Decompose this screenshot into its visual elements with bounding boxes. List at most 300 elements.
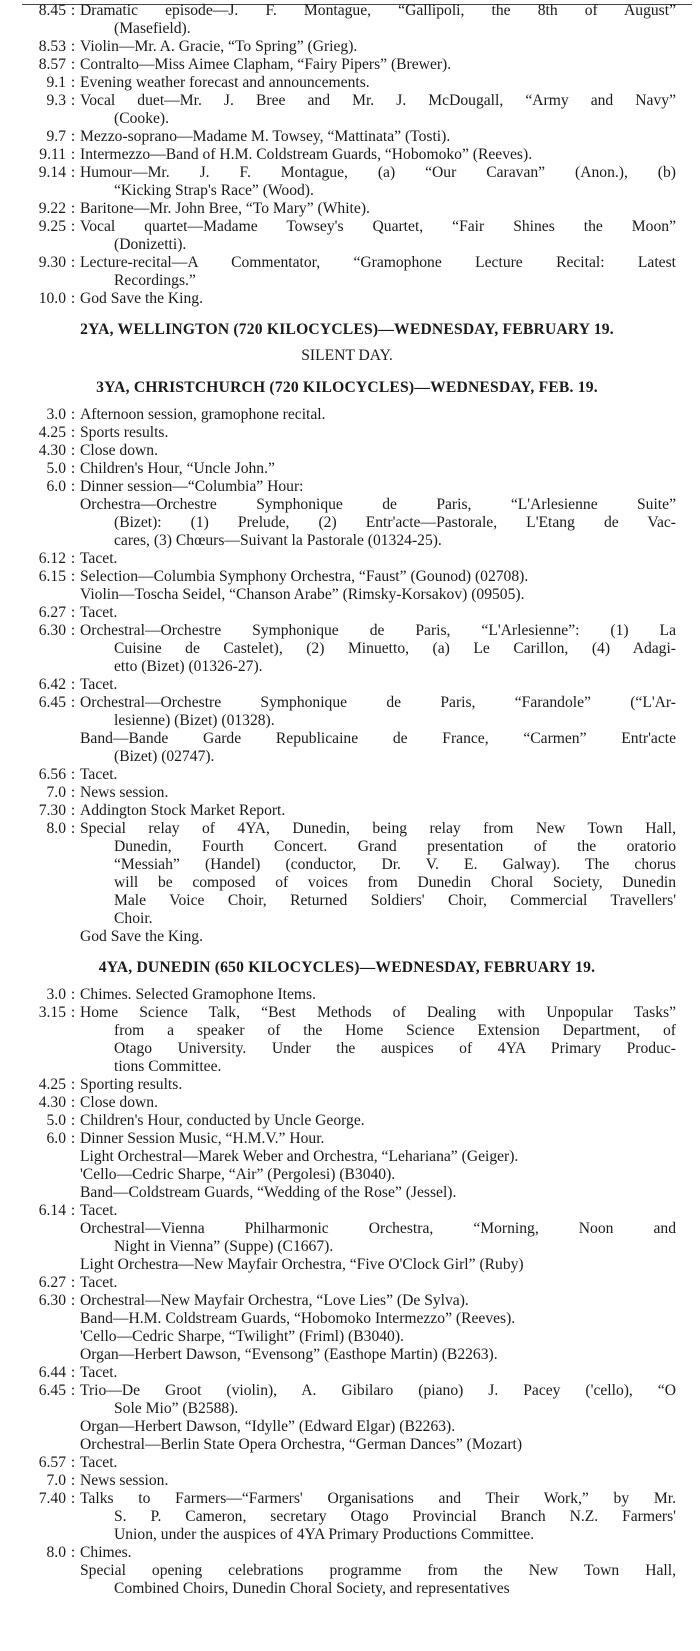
time-separator: : bbox=[70, 1112, 76, 1129]
programme-entry bbox=[18, 694, 676, 730]
entry-time: 6.45 bbox=[38, 694, 66, 711]
programme-entry bbox=[18, 1472, 676, 1490]
programme-entry bbox=[18, 2, 676, 38]
sub-entry-text-line: Light Orchestra—New Mayfair Orchestra, “Five O'Clock Girl” (Ruby) bbox=[80, 1256, 524, 1273]
entry-text-line: Tacet. bbox=[80, 550, 118, 567]
programme-entry bbox=[18, 56, 676, 74]
entry-time: 4.25 bbox=[38, 424, 66, 441]
entry-body bbox=[80, 164, 676, 200]
separator-blank bbox=[66, 1256, 80, 1274]
entry-time: 3.0 bbox=[46, 406, 66, 423]
entry-body bbox=[80, 1490, 676, 1544]
entry-body bbox=[80, 1292, 676, 1310]
entry-text-line: from a speaker of the Home Science Extension Department, of bbox=[114, 1022, 676, 1039]
entry-text-line: God Save the King. bbox=[80, 290, 203, 307]
programme-entry bbox=[18, 1382, 676, 1418]
entry-time-blank bbox=[18, 1436, 66, 1454]
entry-body bbox=[80, 460, 676, 478]
time-separator: : bbox=[70, 784, 76, 801]
separator-blank bbox=[66, 1436, 80, 1454]
programme-sub-entry bbox=[18, 1166, 676, 1184]
sub-entry-text-line: Combined Choirs, Dunedin Choral Society, and representatives bbox=[114, 1580, 510, 1597]
entry-text-line: Children's Hour, conducted by Uncle George. bbox=[80, 1112, 365, 1129]
entry-body bbox=[80, 38, 676, 56]
entry-body bbox=[80, 200, 676, 218]
entry-time: 6.57 bbox=[38, 1454, 66, 1471]
entry-text-line: “Kicking Strap's Race” (Wood). bbox=[114, 182, 314, 199]
programme-entry bbox=[18, 478, 676, 496]
entry-time: 8.0 bbox=[46, 820, 66, 837]
entry-body bbox=[80, 406, 676, 424]
entry-time: 9.11 bbox=[39, 146, 66, 163]
entry-text-line: Lecture-recital—A Commentator, “Gramophone Lecture Recital: Latest bbox=[80, 254, 676, 271]
programme-sub-entry bbox=[18, 1148, 676, 1166]
separator-blank bbox=[66, 928, 80, 946]
entry-body bbox=[80, 1202, 676, 1220]
time-separator: : bbox=[70, 986, 76, 1003]
entry-body bbox=[80, 424, 676, 442]
time-separator: : bbox=[70, 1292, 76, 1309]
programme-sub-entry bbox=[18, 1328, 676, 1346]
programme-sub-entry bbox=[18, 1310, 676, 1328]
entry-text-line: Chimes. Selected Gramophone Items. bbox=[80, 986, 317, 1003]
entry-time-blank bbox=[18, 1166, 66, 1184]
entry-body bbox=[80, 254, 676, 290]
programme-entry bbox=[18, 1004, 676, 1076]
separator-blank bbox=[66, 1310, 80, 1328]
entry-text-line: Choir. bbox=[114, 910, 153, 927]
entry-text-line: Violin—Mr. A. Gracie, “To Spring” (Grieg). bbox=[80, 38, 358, 55]
entry-text-line: Mezzo-soprano—Madame M. Towsey, “Mattinata” (Tosti). bbox=[80, 128, 451, 145]
sub-entry-body bbox=[80, 586, 676, 604]
station-heading-2ya: 2YA, WELLINGTON (720 KILOCYCLES)—WEDNESDAY, FEBRUARY 19. bbox=[80, 321, 614, 338]
entry-text-line: Orchestral—New Mayfair Orchestra, “Love Lies” (De Sylva). bbox=[80, 1292, 469, 1309]
entry-time: 6.30 bbox=[38, 622, 66, 639]
entry-text-line: Tacet. bbox=[80, 604, 118, 621]
sub-entry-body bbox=[80, 1184, 676, 1202]
section-3ya-christchurch bbox=[18, 378, 676, 946]
entry-text-line: lesienne) (Bizet) (01328). bbox=[114, 712, 275, 729]
programme-entry bbox=[18, 676, 676, 694]
entry-text-line: Dramatic episode—J. F. Montague, “Gallipoli, the 8th of August” bbox=[80, 2, 676, 19]
entry-text-line: Dinner session—“Columbia” Hour: bbox=[80, 478, 304, 495]
entry-text-line: “Messiah” (Handel) (conductor, Dr. V. E. Galway). The chorus bbox=[114, 856, 676, 873]
time-separator: : bbox=[70, 460, 76, 477]
entry-body bbox=[80, 92, 676, 128]
entry-text-line: Sports results. bbox=[80, 424, 169, 441]
entry-time: 6.15 bbox=[38, 568, 66, 585]
entry-text-line: Trio—De Groot (violin), A. Gibilaro (piano) J. Pacey ('cello), “O bbox=[80, 1382, 676, 1399]
entry-time: 5.0 bbox=[46, 460, 66, 477]
entry-text-line: Afternoon session, gramophone recital. bbox=[80, 406, 326, 423]
sub-entry-body bbox=[80, 1328, 676, 1346]
time-separator: : bbox=[70, 1004, 76, 1021]
entry-time: 8.45 bbox=[38, 2, 66, 19]
entry-body bbox=[80, 604, 676, 622]
programme-entry bbox=[18, 820, 676, 928]
separator-blank bbox=[66, 730, 80, 766]
sub-entry-body bbox=[80, 1256, 676, 1274]
section-2ya-wellington bbox=[18, 320, 676, 366]
entry-text-line: Vocal duet—Mr. J. Bree and Mr. J. McDougall, “Army and Navy” bbox=[80, 92, 676, 109]
entry-time: 6.27 bbox=[38, 604, 66, 621]
entry-text-line: S. P. Cameron, secretary Otago Provincial Branch N.Z. Farmers' bbox=[114, 1508, 676, 1525]
programme-sub-entry bbox=[18, 1436, 676, 1454]
entry-time-blank bbox=[18, 1418, 66, 1436]
entry-time: 7.0 bbox=[46, 784, 66, 801]
entry-time: 9.1 bbox=[46, 74, 66, 91]
entry-time-blank bbox=[18, 1184, 66, 1202]
entry-text-line: (Masefield). bbox=[114, 20, 191, 37]
entry-time: 4.25 bbox=[38, 1076, 66, 1093]
time-separator: : bbox=[70, 164, 76, 181]
entry-body bbox=[80, 2, 676, 38]
entry-body bbox=[80, 1112, 676, 1130]
entry-body bbox=[80, 802, 676, 820]
entry-text-line: Union, under the auspices of 4YA Primary Productions Committee. bbox=[114, 1526, 535, 1543]
entry-time: 6.27 bbox=[38, 1274, 66, 1291]
entry-time: 4.30 bbox=[38, 442, 66, 459]
entry-time-blank bbox=[18, 1256, 66, 1274]
time-separator: : bbox=[70, 406, 76, 423]
time-separator: : bbox=[70, 622, 76, 639]
entry-body bbox=[80, 1274, 676, 1292]
programme-entry bbox=[18, 74, 676, 92]
entry-text-line: News session. bbox=[80, 1472, 169, 1489]
time-separator: : bbox=[70, 92, 76, 109]
entry-time-blank bbox=[18, 1346, 66, 1364]
entry-text-line: Sporting results. bbox=[80, 1076, 183, 1093]
entry-text-line: Contralto—Miss Aimee Clapham, “Fairy Pipers” (Brewer). bbox=[80, 56, 452, 73]
programme-sub-entry bbox=[18, 1256, 676, 1274]
entry-time: 6.0 bbox=[46, 478, 66, 495]
entry-text-line: Male Voice Choir, Returned Soldiers' Choir, Commercial Travellers' bbox=[114, 892, 676, 909]
time-separator: : bbox=[70, 2, 76, 19]
time-separator: : bbox=[70, 1544, 76, 1561]
entry-body bbox=[80, 218, 676, 254]
programme-entry bbox=[18, 1130, 676, 1148]
time-separator: : bbox=[70, 218, 76, 235]
entry-text-line: Orchestral—Orchestre Symphonique de Paris, “Farandole” (“L'Ar- bbox=[80, 694, 676, 711]
time-separator: : bbox=[70, 604, 76, 621]
programme-sub-entry bbox=[18, 1562, 676, 1598]
sub-entry-body bbox=[80, 1166, 676, 1184]
programme-entry bbox=[18, 568, 676, 586]
entry-text-line: Addington Stock Market Report. bbox=[80, 802, 286, 819]
time-separator: : bbox=[70, 442, 76, 459]
entry-time: 4.30 bbox=[38, 1094, 66, 1111]
sub-entry-text-line: Orchestral—Berlin State Opera Orchestra, “German Dances” (Mozart) bbox=[80, 1436, 523, 1453]
sub-entry-body bbox=[80, 1346, 676, 1364]
sub-entry-body bbox=[80, 1562, 676, 1598]
silent-day-note: SILENT DAY. bbox=[301, 347, 393, 364]
entry-time-blank bbox=[18, 928, 66, 946]
programme-entry bbox=[18, 164, 676, 200]
sub-entry-text-line: cares, (3) Chœurs—Suivant la Pastorale (01324-25). bbox=[114, 532, 442, 549]
entry-body bbox=[80, 1130, 676, 1148]
separator-blank bbox=[66, 1220, 80, 1256]
entry-body bbox=[80, 1454, 676, 1472]
entry-body bbox=[80, 128, 676, 146]
programme-entry bbox=[18, 1274, 676, 1292]
entry-time: 5.0 bbox=[46, 1112, 66, 1129]
sub-entry-text-line: Organ—Herbert Dawson, “Idylle” (Edward Elgar) (B2263). bbox=[80, 1418, 456, 1435]
time-separator: : bbox=[70, 694, 76, 711]
entry-time: 6.42 bbox=[38, 676, 66, 693]
entry-time: 6.14 bbox=[38, 1202, 66, 1219]
programme-sub-entry bbox=[18, 1418, 676, 1436]
programme-sub-entry bbox=[18, 496, 676, 550]
time-separator: : bbox=[70, 802, 76, 819]
separator-blank bbox=[66, 1328, 80, 1346]
entry-body bbox=[80, 1094, 676, 1112]
programme-entry bbox=[18, 604, 676, 622]
programme-entry bbox=[18, 1202, 676, 1220]
programme-entry bbox=[18, 290, 676, 308]
entry-text-line: Special relay of 4YA, Dunedin, being relay from New Town Hall, bbox=[80, 820, 676, 837]
programme-entry bbox=[18, 1364, 676, 1382]
programme-entry bbox=[18, 986, 676, 1004]
entry-text-line: News session. bbox=[80, 784, 169, 801]
entry-text-line: Cuisine de Castelet), (2) Minuetto, (a) Le Carillon, (4) Adagi- bbox=[114, 640, 676, 657]
programme-entry bbox=[18, 200, 676, 218]
programme-entry bbox=[18, 1076, 676, 1094]
time-separator: : bbox=[70, 1472, 76, 1489]
entry-time: 8.57 bbox=[38, 56, 66, 73]
entry-body bbox=[80, 1364, 676, 1382]
entry-text-line: Chimes. bbox=[80, 1544, 132, 1561]
entry-body bbox=[80, 442, 676, 460]
time-separator: : bbox=[70, 56, 76, 73]
separator-blank bbox=[66, 1346, 80, 1364]
entry-text-line: Talks to Farmers—“Farmers' Organisations and Their Work,” by Mr. bbox=[80, 1490, 676, 1507]
programme-entry bbox=[18, 442, 676, 460]
programme-sub-entry bbox=[18, 730, 676, 766]
entry-text-line: Sole Mio” (B2588). bbox=[114, 1400, 239, 1417]
entry-text-line: will be composed of voices from Dunedin Choral Society, Dunedin bbox=[114, 874, 676, 891]
entry-text-line: Tacet. bbox=[80, 676, 118, 693]
programme-list-4ya bbox=[18, 986, 676, 1598]
entry-time: 9.25 bbox=[38, 218, 66, 235]
station-heading-3ya: 3YA, CHRISTCHURCH (720 KILOCYCLES)—WEDNESDAY, FEB. 19. bbox=[96, 379, 598, 396]
entry-text-line: Children's Hour, “Uncle John.” bbox=[80, 460, 275, 477]
entry-text-line: Tacet. bbox=[80, 1274, 118, 1291]
entry-text-line: (Donizetti). bbox=[114, 236, 187, 253]
programme-sub-entry bbox=[18, 928, 676, 946]
sub-entry-body bbox=[80, 1436, 676, 1454]
entry-body bbox=[80, 766, 676, 784]
entry-time: 9.3 bbox=[46, 92, 66, 109]
time-separator: : bbox=[70, 550, 76, 567]
time-separator: : bbox=[70, 766, 76, 783]
programme-entry bbox=[18, 766, 676, 784]
entry-body bbox=[80, 676, 676, 694]
time-separator: : bbox=[70, 74, 76, 91]
entry-body bbox=[80, 74, 676, 92]
entry-text-line: Orchestral—Orchestre Symphonique de Paris, “L'Arlesienne”: (1) La bbox=[80, 622, 676, 639]
station-heading-4ya: 4YA, DUNEDIN (650 KILOCYCLES)—WEDNESDAY, FEBRUARY 19. bbox=[98, 959, 596, 976]
time-separator: : bbox=[70, 146, 76, 163]
time-separator: : bbox=[70, 254, 76, 271]
programme-entry bbox=[18, 1292, 676, 1310]
sub-entry-text-line: Night in Vienna” (Suppe) (C1667). bbox=[114, 1238, 334, 1255]
separator-blank bbox=[66, 1562, 80, 1598]
entry-time: 3.15 bbox=[38, 1004, 66, 1021]
time-separator: : bbox=[70, 290, 76, 307]
separator-blank bbox=[66, 496, 80, 550]
entry-body bbox=[80, 290, 676, 308]
entry-time-blank bbox=[18, 1562, 66, 1598]
sub-entry-text-line: Light Orchestral—Marek Weber and Orchestra, “Lehariana” (Geiger). bbox=[80, 1148, 519, 1165]
entry-body bbox=[80, 550, 676, 568]
entry-time-blank bbox=[18, 1328, 66, 1346]
entry-time: 6.0 bbox=[46, 1130, 66, 1147]
entry-time: 8.53 bbox=[38, 38, 66, 55]
programme-entry bbox=[18, 254, 676, 290]
time-separator: : bbox=[70, 1364, 76, 1381]
entry-body bbox=[80, 986, 676, 1004]
time-separator: : bbox=[70, 128, 76, 145]
entry-body bbox=[80, 146, 676, 164]
programme-entry bbox=[18, 406, 676, 424]
separator-blank bbox=[66, 586, 80, 604]
entry-body bbox=[80, 568, 676, 586]
sub-entry-body bbox=[80, 928, 676, 946]
programme-list-3ya bbox=[18, 406, 676, 946]
entry-time-blank bbox=[18, 730, 66, 766]
entry-body bbox=[80, 784, 676, 802]
entry-time-blank bbox=[18, 586, 66, 604]
sub-entry-text-line: 'Cello—Cedric Sharpe, “Air” (Pergolesi) (B3040). bbox=[80, 1166, 396, 1183]
entry-text-line: Tacet. bbox=[80, 1364, 118, 1381]
sub-entry-body bbox=[80, 1220, 676, 1256]
entry-body bbox=[80, 694, 676, 730]
time-separator: : bbox=[70, 820, 76, 837]
entry-text-line: Dunedin, Fourth Concert. Grand presentation of the oratorio bbox=[114, 838, 676, 855]
sub-entry-text-line: (Bizet) (02747). bbox=[114, 748, 215, 765]
entry-time: 7.40 bbox=[38, 1490, 66, 1507]
entry-text-line: Baritone—Mr. John Bree, “To Mary” (White). bbox=[80, 200, 370, 217]
entry-text-line: Intermezzo—Band of H.M. Coldstream Guards, “Hobomoko” (Reeves). bbox=[80, 146, 533, 163]
entry-text-line: Tacet. bbox=[80, 766, 118, 783]
sub-entry-text-line: Band—Coldstream Guards, “Wedding of the Rose” (Jessel). bbox=[80, 1184, 457, 1201]
time-separator: : bbox=[70, 1130, 76, 1147]
entry-text-line: Humour—Mr. J. F. Montague, (a) “Our Caravan” (Anon.), (b) bbox=[80, 164, 676, 181]
entry-text-line: Evening weather forecast and announcements. bbox=[80, 74, 370, 91]
programme-entry bbox=[18, 128, 676, 146]
sub-entry-body bbox=[80, 1418, 676, 1436]
entry-time-blank bbox=[18, 1220, 66, 1256]
entry-body bbox=[80, 478, 676, 496]
time-separator: : bbox=[70, 1382, 76, 1399]
entry-body bbox=[80, 56, 676, 74]
time-separator: : bbox=[70, 1076, 76, 1093]
sub-entry-text-line: Orchestral—Vienna Philharmonic Orchestra, “Morning, Noon and bbox=[80, 1220, 676, 1237]
sub-entry-text-line: Band—Bande Garde Republicaine de France, “Carmen” Entr'acte bbox=[80, 730, 676, 747]
programme-entry bbox=[18, 1112, 676, 1130]
separator-blank bbox=[66, 1184, 80, 1202]
programme-entry bbox=[18, 1490, 676, 1544]
entry-time: 6.56 bbox=[38, 766, 66, 783]
time-separator: : bbox=[70, 424, 76, 441]
entry-body bbox=[80, 1472, 676, 1490]
programme-sub-entry bbox=[18, 1346, 676, 1364]
entry-text-line: Vocal quartet—Madame Towsey's Quartet, “Fair Shines the Moon” bbox=[80, 218, 676, 235]
sub-entry-body bbox=[80, 730, 676, 766]
programme-entry bbox=[18, 460, 676, 478]
time-separator: : bbox=[70, 1490, 76, 1507]
entry-time: 6.30 bbox=[38, 1292, 66, 1309]
entry-body bbox=[80, 1004, 676, 1076]
entry-body bbox=[80, 622, 676, 676]
entry-time: 6.45 bbox=[38, 1382, 66, 1399]
entry-body bbox=[80, 1076, 676, 1094]
programme-entry bbox=[18, 92, 676, 128]
entry-text-line: Otago University. Under the auspices of 4YA Primary Produc- bbox=[114, 1040, 676, 1057]
programme-entry bbox=[18, 1454, 676, 1472]
programme-entry bbox=[18, 802, 676, 820]
time-separator: : bbox=[70, 1274, 76, 1291]
entry-time: 6.12 bbox=[38, 550, 66, 567]
sub-entry-text-line: Band—H.M. Coldstream Guards, “Hobomoko Intermezzo” (Reeves). bbox=[80, 1310, 516, 1327]
entry-text-line: tions Committee. bbox=[114, 1058, 222, 1075]
programme-sub-entry bbox=[18, 1220, 676, 1256]
entry-time: 8.0 bbox=[46, 1544, 66, 1561]
programme-entry bbox=[18, 146, 676, 164]
time-separator: : bbox=[70, 478, 76, 495]
separator-blank bbox=[66, 1418, 80, 1436]
programme-entry bbox=[18, 424, 676, 442]
sub-entry-text-line: Special opening celebrations programme from the New Town Hall, bbox=[80, 1562, 676, 1579]
entry-text-line: Close down. bbox=[80, 442, 158, 459]
entry-time: 10.0 bbox=[38, 290, 66, 307]
time-separator: : bbox=[70, 568, 76, 585]
entry-time-blank bbox=[18, 1148, 66, 1166]
entry-text-line: Dinner Session Music, “H.M.V.” Hour. bbox=[80, 1130, 325, 1147]
entry-time: 7.30 bbox=[38, 802, 66, 819]
entry-text-line: (Cooke). bbox=[114, 110, 169, 127]
time-separator: : bbox=[70, 1202, 76, 1219]
programme-entry bbox=[18, 1094, 676, 1112]
entry-time-blank bbox=[18, 1310, 66, 1328]
entry-text-line: Home Science Talk, “Best Methods of Dealing with Unpopular Tasks” bbox=[80, 1004, 676, 1021]
entry-body bbox=[80, 820, 676, 928]
sub-entry-text-line: Orchestra—Orchestre Symphonique de Paris, “L'Arlesienne Suite” bbox=[80, 496, 676, 513]
sub-entry-text-line: God Save the King. bbox=[80, 928, 203, 945]
sub-entry-body bbox=[80, 1148, 676, 1166]
programme-entry bbox=[18, 38, 676, 56]
sub-entry-text-line: 'Cello—Cedric Sharpe, “Twilight” (Friml) (B3040). bbox=[80, 1328, 404, 1345]
programme-entry bbox=[18, 622, 676, 676]
programme-column bbox=[18, 2, 676, 1598]
programme-sub-entry bbox=[18, 586, 676, 604]
programme-entry bbox=[18, 550, 676, 568]
entry-text-line: Recordings.” bbox=[114, 272, 196, 289]
entry-time: 9.14 bbox=[38, 164, 66, 181]
sub-entry-body bbox=[80, 496, 676, 550]
programme-entry bbox=[18, 1544, 676, 1562]
entry-text-line: Tacet. bbox=[80, 1454, 118, 1471]
time-separator: : bbox=[70, 1094, 76, 1111]
sub-entry-text-line: Organ—Herbert Dawson, “Evensong” (Easthope Martin) (B2263). bbox=[80, 1346, 498, 1363]
entry-body bbox=[80, 1544, 676, 1562]
entry-time: 7.0 bbox=[46, 1472, 66, 1489]
time-separator: : bbox=[70, 38, 76, 55]
entry-body bbox=[80, 1382, 676, 1418]
time-separator: : bbox=[70, 1454, 76, 1471]
programme-entry bbox=[18, 784, 676, 802]
programme-entry bbox=[18, 218, 676, 254]
